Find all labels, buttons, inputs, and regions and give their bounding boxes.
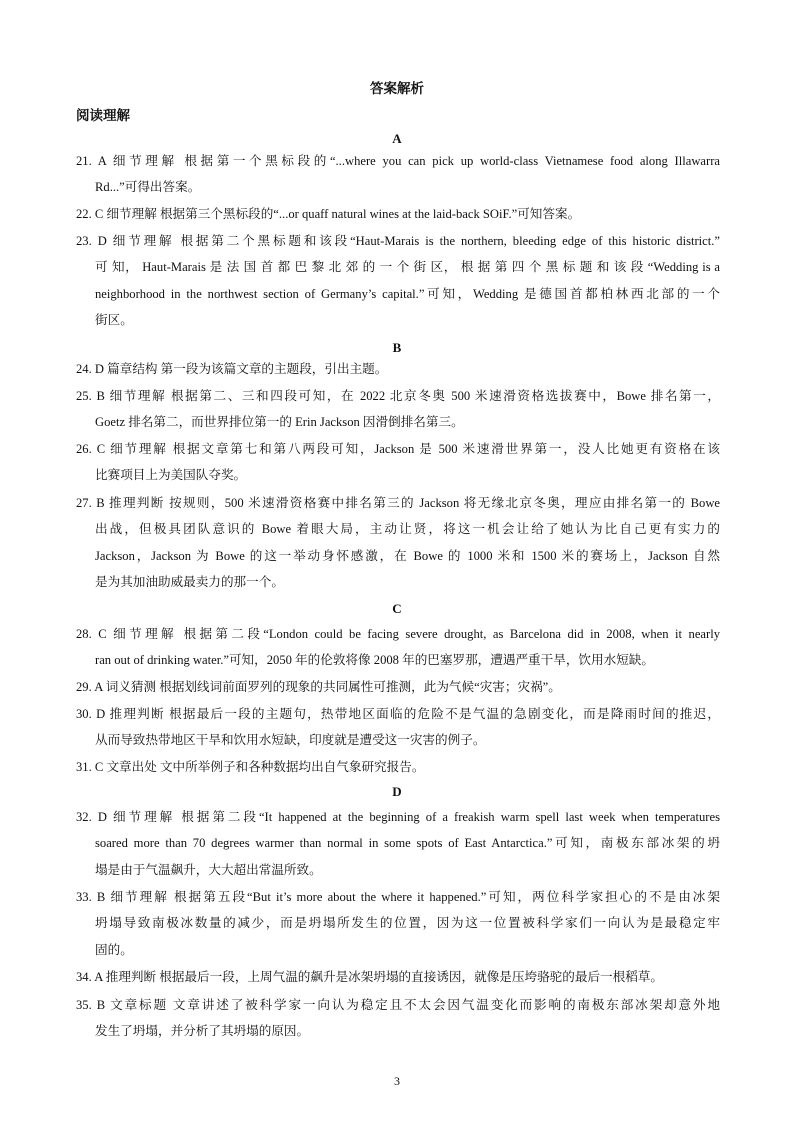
page-number: 3 (394, 1074, 400, 1088)
answer-line: 35. B 文章标题 文章讲述了被科学家一向认为稳定且不太会因气温变化而影响的南极东部冰架却意外地 (76, 998, 720, 1012)
answer-line: 30. D 推理判断 根据最后一段的主题句，热带地区面临的危险不是气温的急剧变化，而是降雨时间的推迟， (76, 707, 720, 721)
answer-item-34 (76, 964, 720, 990)
answer-line: 23. D 细节理解 根据第二个黑标题和该段“Haut-Marais is the northern, bleeding edge of this historic district.” (76, 234, 720, 248)
answer-line: 31. C 文章出处 文中所举例子和各种数据均出自气象研究报告。 (76, 760, 425, 774)
answer-item-30 (76, 701, 720, 754)
answer-line: 坍塌导致南极冰数量的减少，而是坍塌所发生的位置，因为这一位置被科学家们一向认为是最稳定牢 (95, 916, 720, 931)
answer-item-25 (76, 383, 720, 436)
answer-line: 比赛项目上为美国队夺奖。 (95, 468, 247, 483)
answer-line: ran out of drinking water.”可知，2050 年的伦敦将像 2008 年的巴塞罗那，遭遇严重干旱，饮用水短缺。 (95, 653, 654, 668)
answer-item-24 (76, 356, 720, 382)
answer-line: 27. B 推理判断 按规则，500 米速滑资格赛中排名第三的 Jackson 将无缘北京冬奥，理应由排名第一的 Bowe (76, 496, 720, 510)
answer-line: 街区。 (95, 312, 133, 327)
answer-line: Goetz 排名第二，而世界排位第一的 Erin Jackson 因滑倒排名第三。 (95, 415, 464, 430)
answer-item-26 (76, 436, 720, 489)
answer-line: 28. C 细节理解 根据第二段“London could be facing severe drought, as Barcelona did in 2008, when it nearly (76, 627, 720, 641)
answer-item-22 (76, 201, 720, 227)
answer-line: 29. A 词义猜测 根据划线词前面罗列的现象的共同属性可推测，此为气候“灾害；灾祸”。 (76, 680, 561, 694)
page-title: 答案解析 (370, 81, 424, 97)
answer-line: 是为其加油助威最卖力的那一个。 (95, 574, 284, 589)
answer-item-29 (76, 674, 720, 700)
answer-item-28 (76, 621, 720, 674)
answer-item-33 (76, 884, 720, 963)
section-heading: 阅读理解 (76, 108, 130, 124)
answer-line: Rd...”可得出答案。 (95, 180, 201, 195)
answer-line: 固的。 (95, 942, 133, 957)
answer-line: 26. C 细节理解 根据文章第七和第八两段可知，Jackson 是 500 米速滑世界第一，没人比她更有资格在该 (76, 442, 720, 456)
answer-item-31 (76, 754, 720, 780)
answer-line: 32. D 细节理解 根据第二段“It happened at the beginning of a freakish warm spell last week when temperatures (76, 810, 720, 824)
answer-line: 发生了坍塌，并分析了其坍塌的原因。 (95, 1024, 310, 1039)
answer-line: 塌是由于气温飙升，大大超出常温所致。 (95, 862, 322, 877)
part-heading-a: A (392, 131, 402, 146)
answer-line: 出战，但极具团队意识的 Bowe 着眼大局，主动让贤，将这一机会让给了她认为比自己更有实力的 (95, 522, 720, 537)
answer-line: soared more than 70 degrees warmer than normal in some spots of East Antarctica.”可知，南极东部冰架的坍 (95, 836, 720, 851)
answer-line: 22. C 细节理解 根据第三个黑标段的“...or quaff natural wines at the laid-back SOiF.”可知答案。 (76, 207, 581, 221)
answer-item-27 (76, 490, 720, 595)
part-heading-c: C (392, 601, 402, 616)
answer-line: 从而导致热带地区干旱和饮用水短缺，印度就是遭受这一灾害的例子。 (95, 733, 486, 748)
answer-line: 25. B 细节理解 根据第二、三和四段可知，在 2022 北京冬奥 500 米速滑资格选拔赛中，Bowe 排名第一， (76, 389, 720, 403)
answer-line: 可 知， Haut-Marais 是 法 国 首 都 巴 黎 北 郊 的 一 个 街 区， 根 据 第 四 个 黑 标 题 和 该 段 “Wedding is a (95, 260, 720, 275)
part-heading-d: D (392, 784, 402, 799)
answer-line: 24. D 篇章结构 第一段为该篇文章的主题段，引出主题。 (76, 362, 388, 376)
answer-line: 33. B 细节理解 根据第五段“But it’s more about the where it happened.”可知，两位科学家担心的不是由冰架 (76, 890, 720, 904)
answer-item-35 (76, 992, 720, 1045)
answer-item-32 (76, 804, 720, 883)
part-heading-b: B (392, 340, 402, 355)
answer-item-21 (76, 148, 720, 201)
answer-line: 34. A 推理判断 根据最后一段，上周气温的飙升是冰架坍塌的直接诱因，就像是压垮骆驼的最后一根稻草。 (76, 970, 664, 984)
answer-line: neighborhood in the northwest section of Germany’s capital.”可知，Wedding 是德国首都柏林西北部的一个 (95, 286, 720, 301)
answer-line: Jackson，Jackson 为 Bowe 的这一举动身怀感激，在 Bowe 的 1000 米和 1500 米的赛场上，Jackson 自然 (95, 548, 720, 563)
answer-item-23 (76, 228, 720, 333)
answer-line: 21. A 细节理解 根据第一个黑标段的“...where you can pick up world-class Vietnamese food along Illawarra (76, 154, 720, 168)
